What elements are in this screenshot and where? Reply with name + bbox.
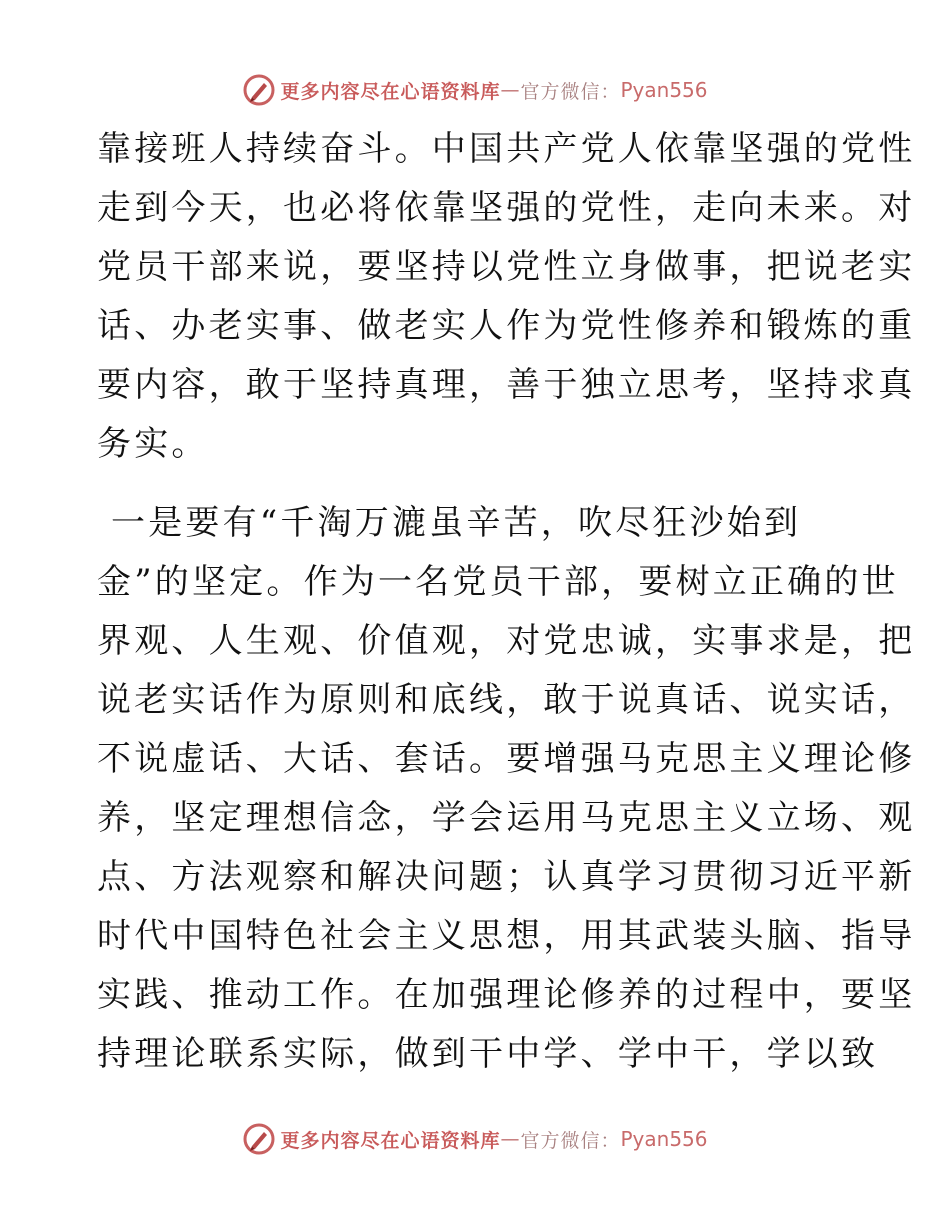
watermark-id: Pyan556 — [620, 1127, 708, 1151]
paragraph-2 — [97, 494, 916, 1084]
text-line: 养，坚定理想信念，学会运用马克思主义立场、观 — [97, 798, 916, 838]
text-line: 话、办老实事、做老实人作为党性修养和锻炼的重 — [97, 306, 916, 346]
text-line: 金”的坚定。作为一名党员干部，要树立正确的世 — [97, 562, 899, 602]
footer-watermark — [0, 1119, 950, 1159]
text-line: 持理论联系实际，做到干中学、学中干，学以致 — [97, 1034, 879, 1074]
watermark-text — [280, 77, 707, 104]
watermark-id: Pyan556 — [620, 78, 708, 102]
text-line: 点、方法观察和解决问题；认真学习贯彻习近平新 — [97, 857, 916, 897]
text-line: 界观、人生观、价值观，对党忠诚，实事求是，把 — [97, 621, 916, 661]
text-line: 要内容，敢于坚持真理，善于独立思考，坚持求真 — [97, 365, 916, 405]
watermark-separator: — — [500, 79, 521, 101]
text-line: 实践、推动工作。在加强理论修养的过程中，要坚 — [97, 975, 916, 1015]
text-line: 走到今天，也必将依靠坚强的党性，走向未来。对 — [97, 188, 916, 228]
paragraph-1 — [97, 120, 916, 474]
document-body — [97, 120, 916, 1084]
pen-logo-icon — [242, 1122, 276, 1156]
header-watermark — [0, 70, 950, 110]
text-line: 一是要有“千淘万漉虽辛苦，吹尽狂沙始到 — [111, 503, 802, 543]
text-line: 不说虚话、大话、套话。要增强马克思主义理论修 — [97, 739, 916, 779]
watermark-label: 官方微信： — [520, 80, 621, 103]
text-line: 说老实话作为原则和底线，敢于说真话、说实话， — [97, 680, 916, 720]
text-line: 务实。 — [97, 424, 209, 464]
pen-logo-icon — [242, 73, 276, 107]
watermark-separator: — — [500, 1128, 521, 1150]
text-line: 时代中国特色社会主义思想，用其武装头脑、指导 — [97, 916, 916, 956]
text-line: 靠接班人持续奋斗。中国共产党人依靠坚强的党性 — [97, 129, 916, 169]
watermark-label: 官方微信： — [520, 1129, 621, 1152]
watermark-main: 更多内容尽在心语资料库 — [280, 1129, 501, 1152]
watermark-text — [280, 1126, 707, 1153]
watermark-main: 更多内容尽在心语资料库 — [280, 80, 501, 103]
text-line: 党员干部来说，要坚持以党性立身做事，把说老实 — [97, 247, 916, 287]
paragraph-gap — [97, 474, 857, 494]
